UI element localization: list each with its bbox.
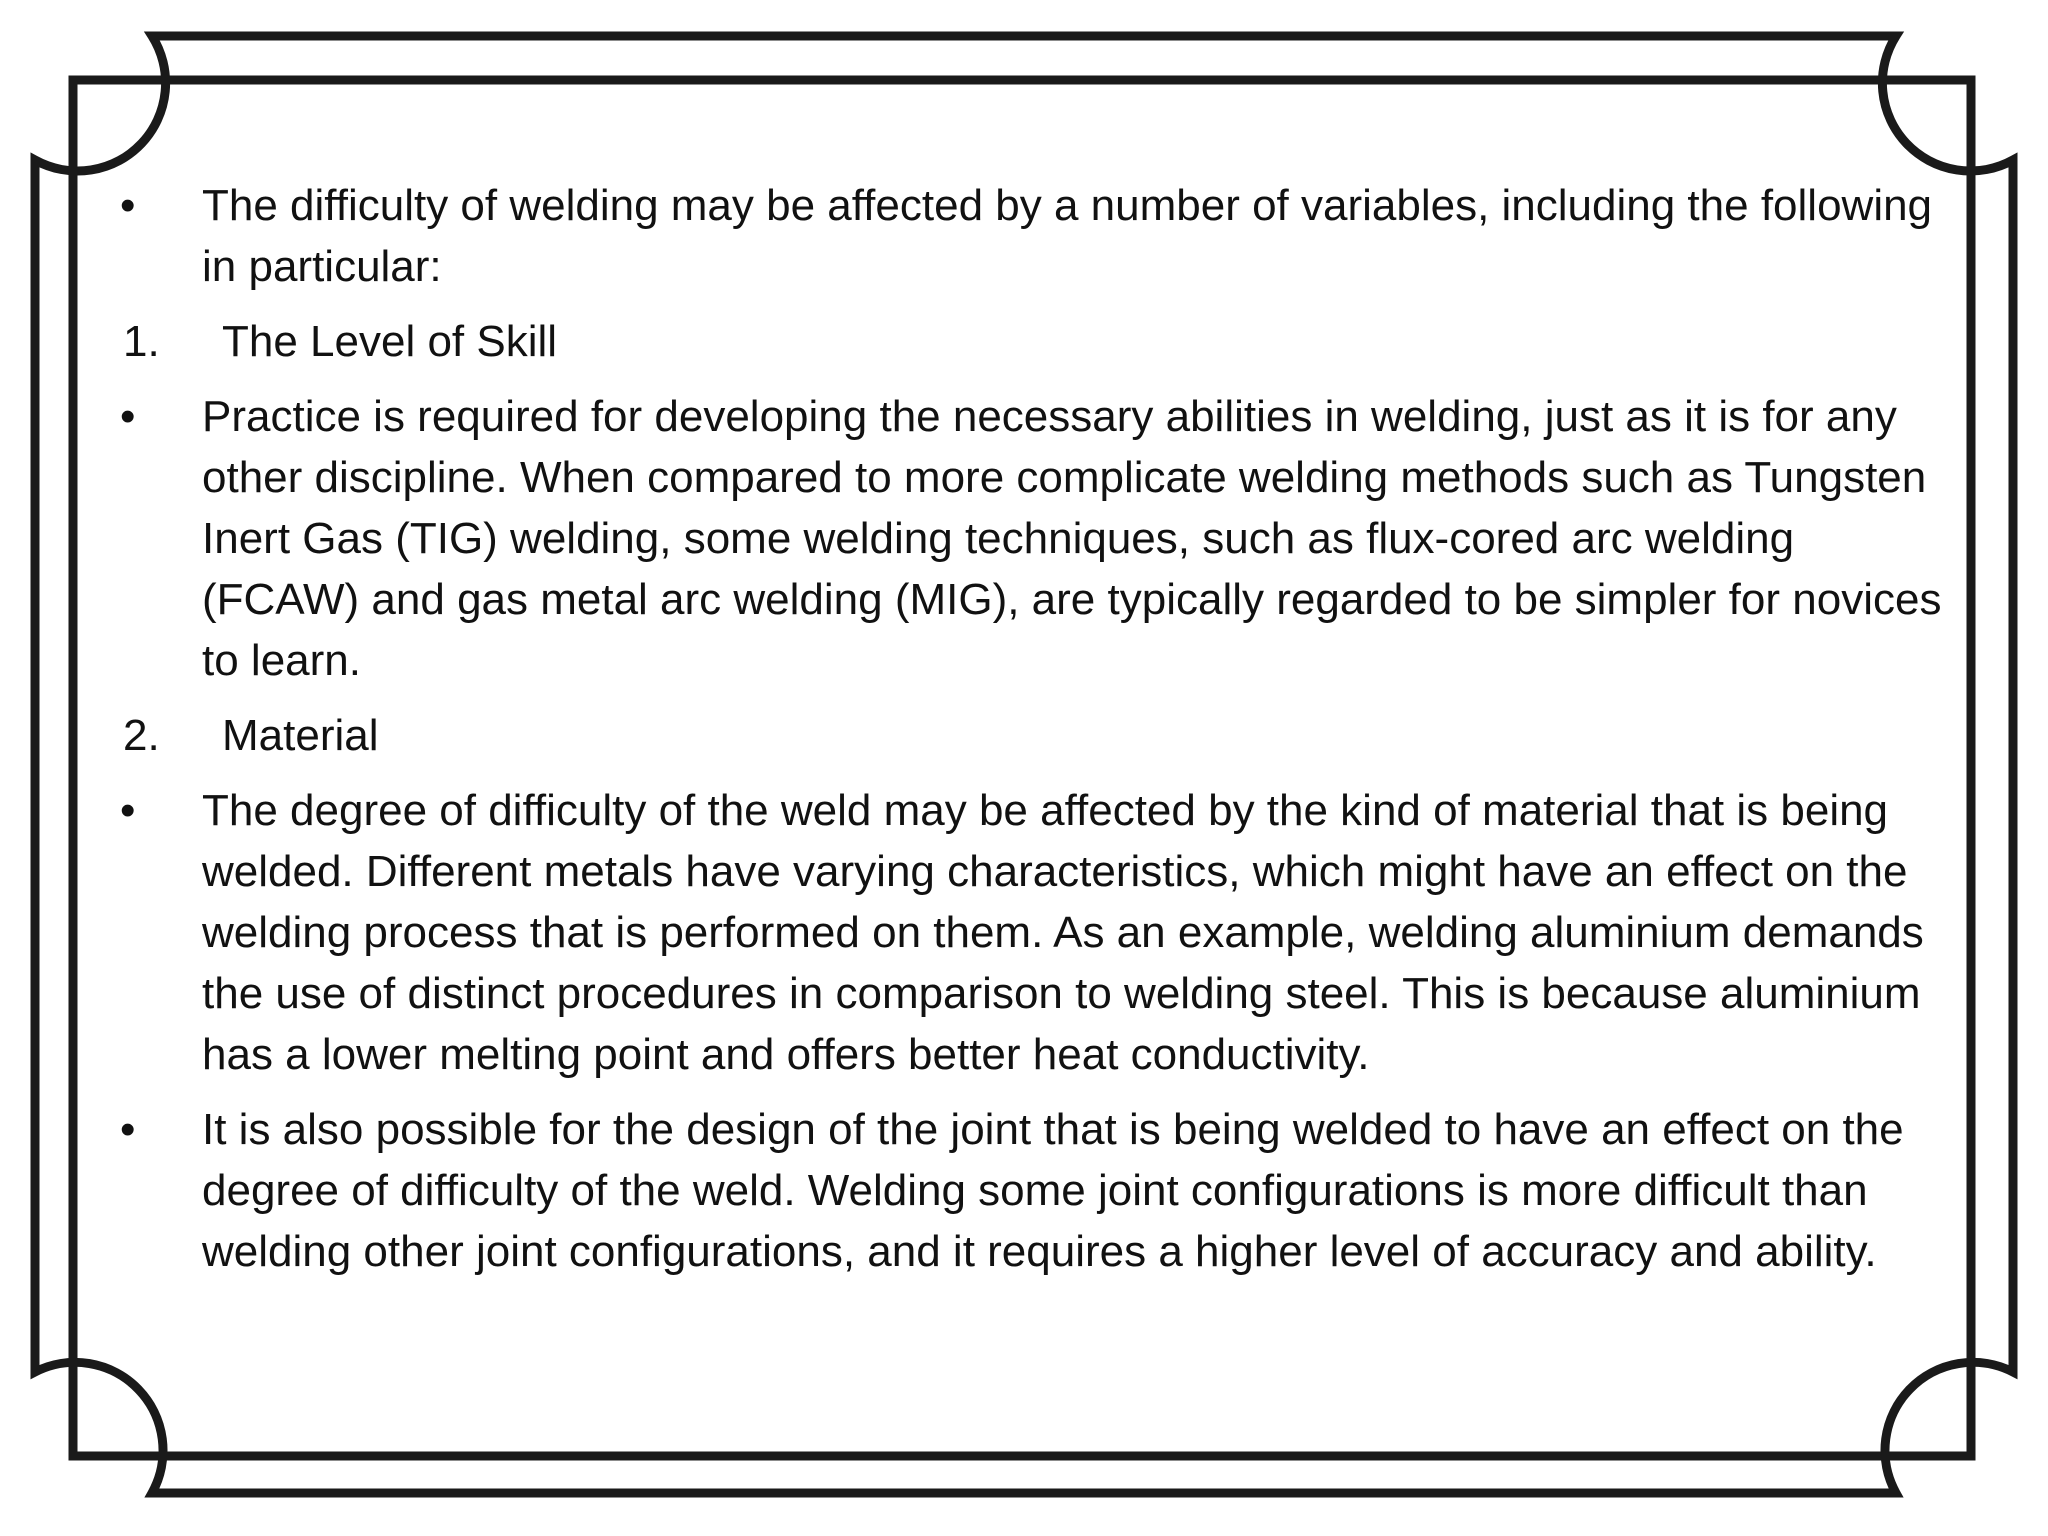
bullet-text: The degree of difficulty of the weld may be affected by the kind of material that is being welded. Different metals have varying characteristics, which might have an effect on the welding process that is performed on them. As an example, welding aluminium demands the use of distinct procedures in comparison to welding steel. This is because aluminium has a lower melting point and offers better heat conductivity. (202, 786, 1924, 1079)
bullet-item (120, 386, 1950, 691)
slide-body (120, 175, 1950, 1296)
bullet-item (120, 780, 1950, 1085)
bullet-marker: • (120, 392, 136, 441)
numbered-heading (120, 311, 1950, 372)
bullet-item (120, 175, 1950, 297)
bullet-text: The difficulty of welding may be affected by a number of variables, including the following in particular: (202, 181, 1933, 291)
numbered-heading-text: Material (222, 711, 379, 760)
bullet-text: It is also possible for the design of the joint that is being welded to have an effect on the degree of difficulty of the weld. Welding some joint configurations is more difficult than welding other joint configurations, and it requires a higher level of accuracy and ability. (202, 1105, 1904, 1276)
number-marker: 2. (123, 711, 160, 760)
number-marker: 1. (123, 317, 160, 366)
bullet-marker: • (120, 786, 136, 835)
bullet-text: Practice is required for developing the necessary abilities in welding, just as it is for any other discipline. When compared to more complicate welding methods such as Tungsten Inert Gas (TIG) welding, some welding techniques, such as flux-cored arc welding (FCAW) and gas metal arc welding (MIG), are typically regarded to be simpler for novices to learn. (202, 392, 1942, 685)
bullet-item (120, 1099, 1950, 1282)
numbered-heading (120, 705, 1950, 766)
numbered-heading-text: The Level of Skill (222, 317, 558, 366)
bullet-marker: • (120, 1105, 136, 1154)
bullet-marker: • (120, 181, 136, 230)
